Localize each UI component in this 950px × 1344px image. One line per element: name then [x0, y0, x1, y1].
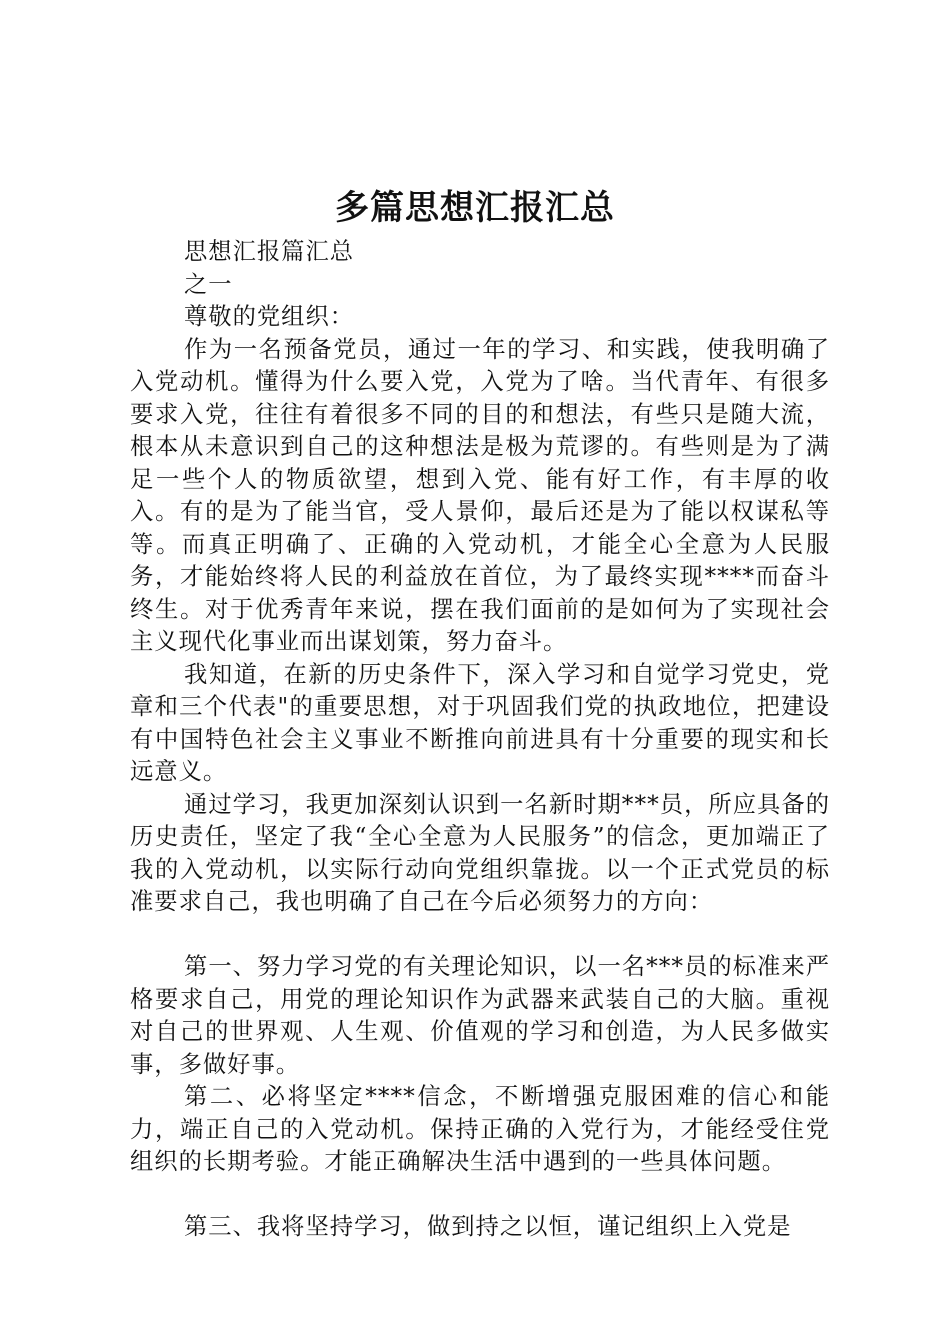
- paragraph-body: 我知道，在新的历史条件下，深入学习和自觉学习党史，党章和三个代表"的重要思想，对于巩固我们党的执政地位，把建设有中国特色社会主义事业不断推向前进具有十分重要的现实和长远意义。: [130, 660, 830, 785]
- paragraph-part-label: 之一: [184, 270, 233, 298]
- document-body: [130, 236, 830, 1244]
- paragraph-point-one: 第一、努力学习党的有关理论知识，以一名***员的标准来严格要求自己，用党的理论知识作为武器来武装自己的大脑。重视对自己的世界观、人生观、价值观的学习和创造，为人民多做实事，多做好事。: [130, 953, 830, 1078]
- paragraph-point-two: 第二、必将坚定****信念，不断增强克服困难的信心和能力，端正自己的入党动机。保持正确的入党行为，才能经受住党组织的长期考验。才能正确解决生活中遇到的一些具体问题。: [130, 1083, 830, 1175]
- paragraph-body: 作为一名预备党员，通过一年的学习、和实践，使我明确了入党动机。懂得为什么要入党，入党为了啥。当代青年、有很多要求入党，往往有着很多不同的目的和想法，有些只是随大流，根本从未意识到自己的这种想法是极为荒谬的。有些则是为了满足一些个人的物质欲望，想到入党、能有好工作，有丰厚的收入。有的是为了能当官，受人景仰，最后还是为了能以权谋私等等。而真正明确了、正确的入党动机，才能全心全意为人民服务，才能始终将人民的利益放在首位，为了最终实现****而奋斗终生。对于优秀青年来说，摆在我们面前的是如何为了实现社会主义现代化事业而出谋划策，努力奋斗。: [130, 335, 830, 655]
- document-title: 多篇思想汇报汇总: [335, 188, 615, 228]
- paragraph-point-three: 第三、我将坚持学习，做到持之以恒，谨记组织上入党是: [184, 1213, 792, 1240]
- paragraph-salutation: 尊敬的党组织：: [184, 303, 355, 330]
- paragraph-subtitle: 思想汇报篇汇总: [184, 238, 355, 265]
- paragraph-body: 通过学习，我更加深刻认识到一名新时期***员，所应具备的历史责任，坚定了我“全心全意为人民服务”的信念，更加端正了我的入党动机，以实际行动向党组织靠拢。以一个正式党员的标准要求自己，我也明确了自己在今后必须努力的方向：: [130, 790, 830, 915]
